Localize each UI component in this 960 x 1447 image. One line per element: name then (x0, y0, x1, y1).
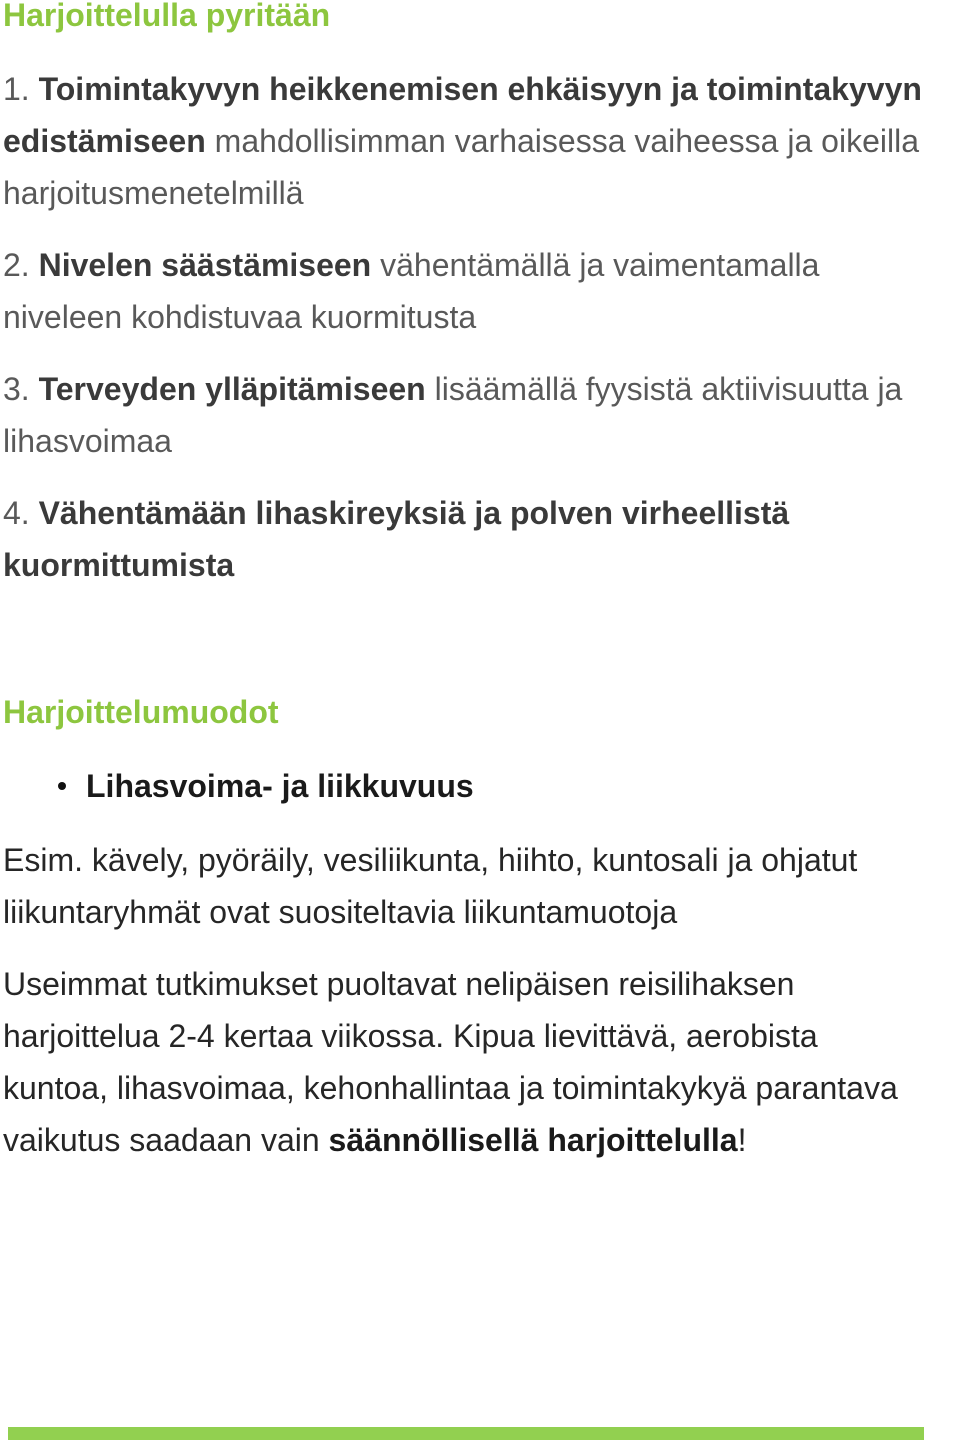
paragraph-line: harjoittelua 2-4 kertaa viikossa. Kipua lievittävä, aerobista (3, 1018, 818, 1054)
goal-text: lihasvoimaa (3, 423, 172, 459)
goal-text: harjoitusmenetelmillä (3, 175, 304, 211)
goal-item-line (3, 63, 953, 115)
goals-heading: Harjoittelulla pyritään (3, 0, 331, 33)
footer-green-bar (8, 1427, 924, 1440)
paragraph-exclamation: ! (737, 1122, 747, 1158)
paragraph-line: Useimmat tutkimukset puoltavat nelipäisen reisilihaksen (3, 966, 795, 1002)
goal-text: lisäämällä fyysistä aktiivisuutta ja (434, 371, 903, 407)
training-forms-heading: Harjoittelumuodot (3, 694, 279, 730)
paragraph-line: liikuntaryhmät ovat suositeltavia liikuntamuotoja (3, 894, 678, 930)
goal-emphasis: Nivelen säästämiseen (38, 247, 372, 283)
goal-item-line (3, 239, 953, 291)
bullet-icon (58, 782, 66, 790)
goal-number: 2. (3, 247, 30, 283)
training-forms-section (3, 686, 953, 1166)
paragraph-examples (3, 834, 953, 938)
goal-emphasis: Terveyden ylläpitämiseen (38, 371, 426, 407)
paragraph-text: vaikutus saadaan vain (3, 1122, 320, 1158)
paragraph-line: kuntoa, lihasvoimaa, kehonhallintaa ja toimintakykyä parantava (3, 1070, 898, 1106)
goal-text: niveleen kohdistuvaa kuormitusta (3, 299, 477, 335)
goal-item-3 (3, 363, 953, 467)
goal-number: 4. (3, 495, 30, 531)
goal-emphasis: Vähentämään lihaskireyksiä ja polven virheellistä (38, 495, 790, 531)
goal-emphasis: edistämiseen (3, 123, 206, 159)
goal-text: vähentämällä ja vaimentamalla (380, 247, 820, 283)
goal-item-2 (3, 239, 953, 343)
bullet-text: Lihasvoima- ja liikkuvuus (86, 768, 474, 804)
goal-item-line (3, 539, 953, 591)
paragraph-emphasis: säännöllisellä harjoittelulla (328, 1122, 738, 1158)
goal-item-line (3, 415, 953, 467)
goal-item-line (3, 115, 953, 167)
goal-item-line (3, 363, 953, 415)
paragraph-line: Esim. kävely, pyöräily, vesiliikunta, hiihto, kuntosali ja ohjatut (3, 842, 858, 878)
goal-text: mahdollisimman varhaisessa vaiheessa ja oikeilla (214, 123, 919, 159)
goal-emphasis: Toimintakyvyn heikkenemisen ehkäisyyn ja toimintakyvyn (38, 71, 922, 107)
goal-item-line (3, 487, 953, 539)
goal-item-line (3, 291, 953, 343)
bullet-item (3, 760, 953, 812)
goal-emphasis: kuormittumista (3, 547, 235, 583)
paragraph-research (3, 958, 953, 1166)
goal-item-line (3, 167, 953, 219)
goal-item-1 (3, 63, 953, 219)
goals-section (3, 0, 953, 591)
goal-item-4 (3, 487, 953, 591)
paragraph-line (3, 1114, 953, 1166)
document-content (3, 0, 953, 1186)
goal-number: 1. (3, 71, 30, 107)
goal-number: 3. (3, 371, 30, 407)
